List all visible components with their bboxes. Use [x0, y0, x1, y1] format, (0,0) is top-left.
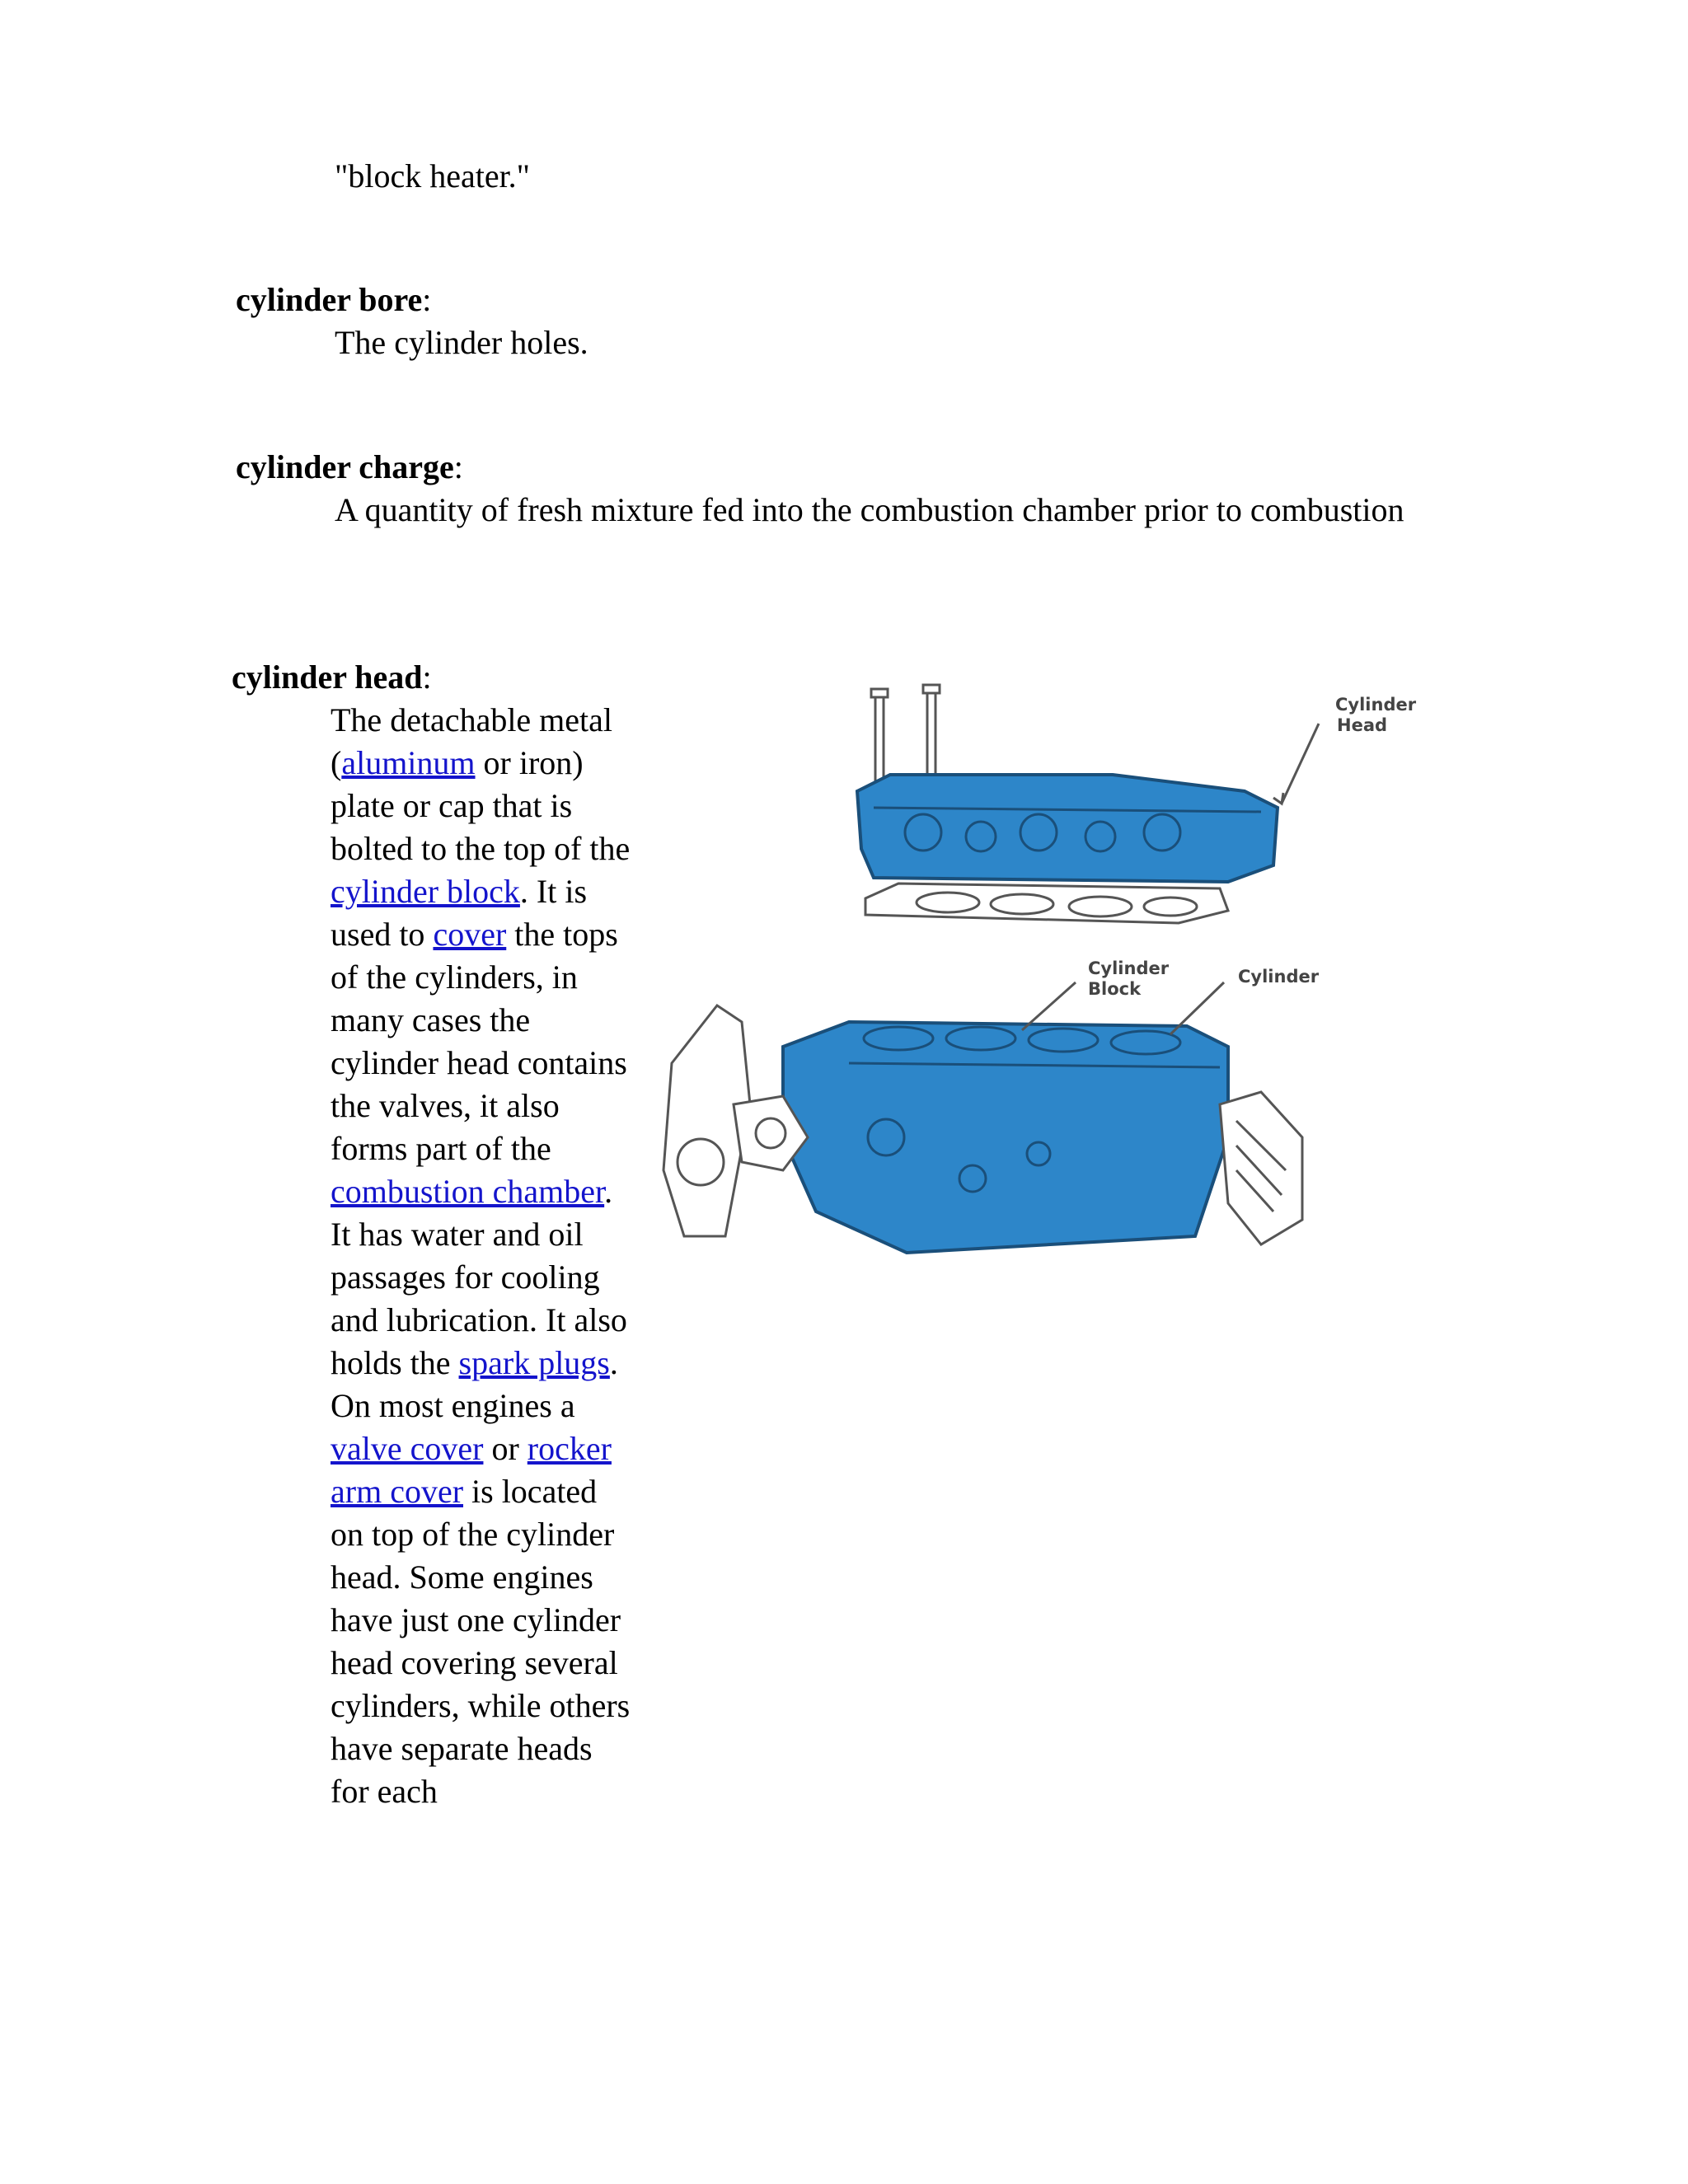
head-gasket [865, 883, 1228, 923]
engine-diagram [651, 676, 1451, 1335]
definition-text: the tops of the cylinders, in many cases the cylinder head contains the valves, it also forms part of the [331, 916, 627, 1167]
link-cover[interactable]: cover [433, 916, 507, 953]
term-heading [236, 279, 431, 321]
label-cylinder: Cylinder [1238, 967, 1320, 987]
cylinder-head-part [857, 775, 1278, 882]
label-cylinder-head: Cylinder [1335, 695, 1417, 715]
label-cylinder-head-line2: Head [1337, 715, 1388, 735]
label-cylinder-block: Cylinder [1088, 958, 1170, 978]
term-heading [236, 446, 463, 489]
term-text: cylinder head [232, 658, 423, 696]
definition-text: or [483, 1430, 528, 1467]
engine-block-illustration [651, 676, 1451, 1335]
link-rocker-arm-cover[interactable]: rocker arm cover [331, 1430, 612, 1510]
definition-text: . It is used to [331, 873, 588, 953]
continued-definition: "block heater." [335, 157, 531, 194]
link-aluminum[interactable]: aluminum [341, 744, 476, 781]
definition-text: . On most engines a [331, 1344, 618, 1424]
link-cylinder-block[interactable]: cylinder block [331, 873, 520, 910]
term-colon: : [453, 448, 463, 485]
link-spark-plugs[interactable]: spark plugs [458, 1344, 610, 1381]
term-colon: : [422, 658, 432, 696]
term-heading [232, 656, 432, 699]
flywheel-housing [1220, 1092, 1302, 1244]
term-text: cylinder bore [236, 281, 423, 318]
definition-text: or iron) plate or cap that is bolted to the top of the [331, 744, 631, 867]
head-bolts [871, 685, 940, 783]
label-cylinder-block-line2: Block [1088, 979, 1142, 999]
definition-text: The detachable metal ( [331, 701, 613, 781]
term-definition [331, 699, 637, 1813]
term-definition: The cylinder holes. [335, 324, 588, 361]
definition-text: . It has water and oil passages for cooling and lubrication. It also holds the [331, 1173, 627, 1381]
term-definition: A quantity of fresh mixture fed into the combustion chamber prior to combustion [335, 491, 1404, 528]
link-combustion-chamber[interactable]: combustion chamber [331, 1173, 605, 1210]
link-valve-cover[interactable]: valve cover [331, 1430, 484, 1467]
cylinder-block-part [783, 1022, 1228, 1253]
definition-text: is located on top of the cylinder head. Some engines have just one cylinder head covering several cylinders, while others have separate heads for each [331, 1473, 631, 1810]
term-text: cylinder charge [236, 448, 454, 485]
term-colon: : [422, 281, 432, 318]
